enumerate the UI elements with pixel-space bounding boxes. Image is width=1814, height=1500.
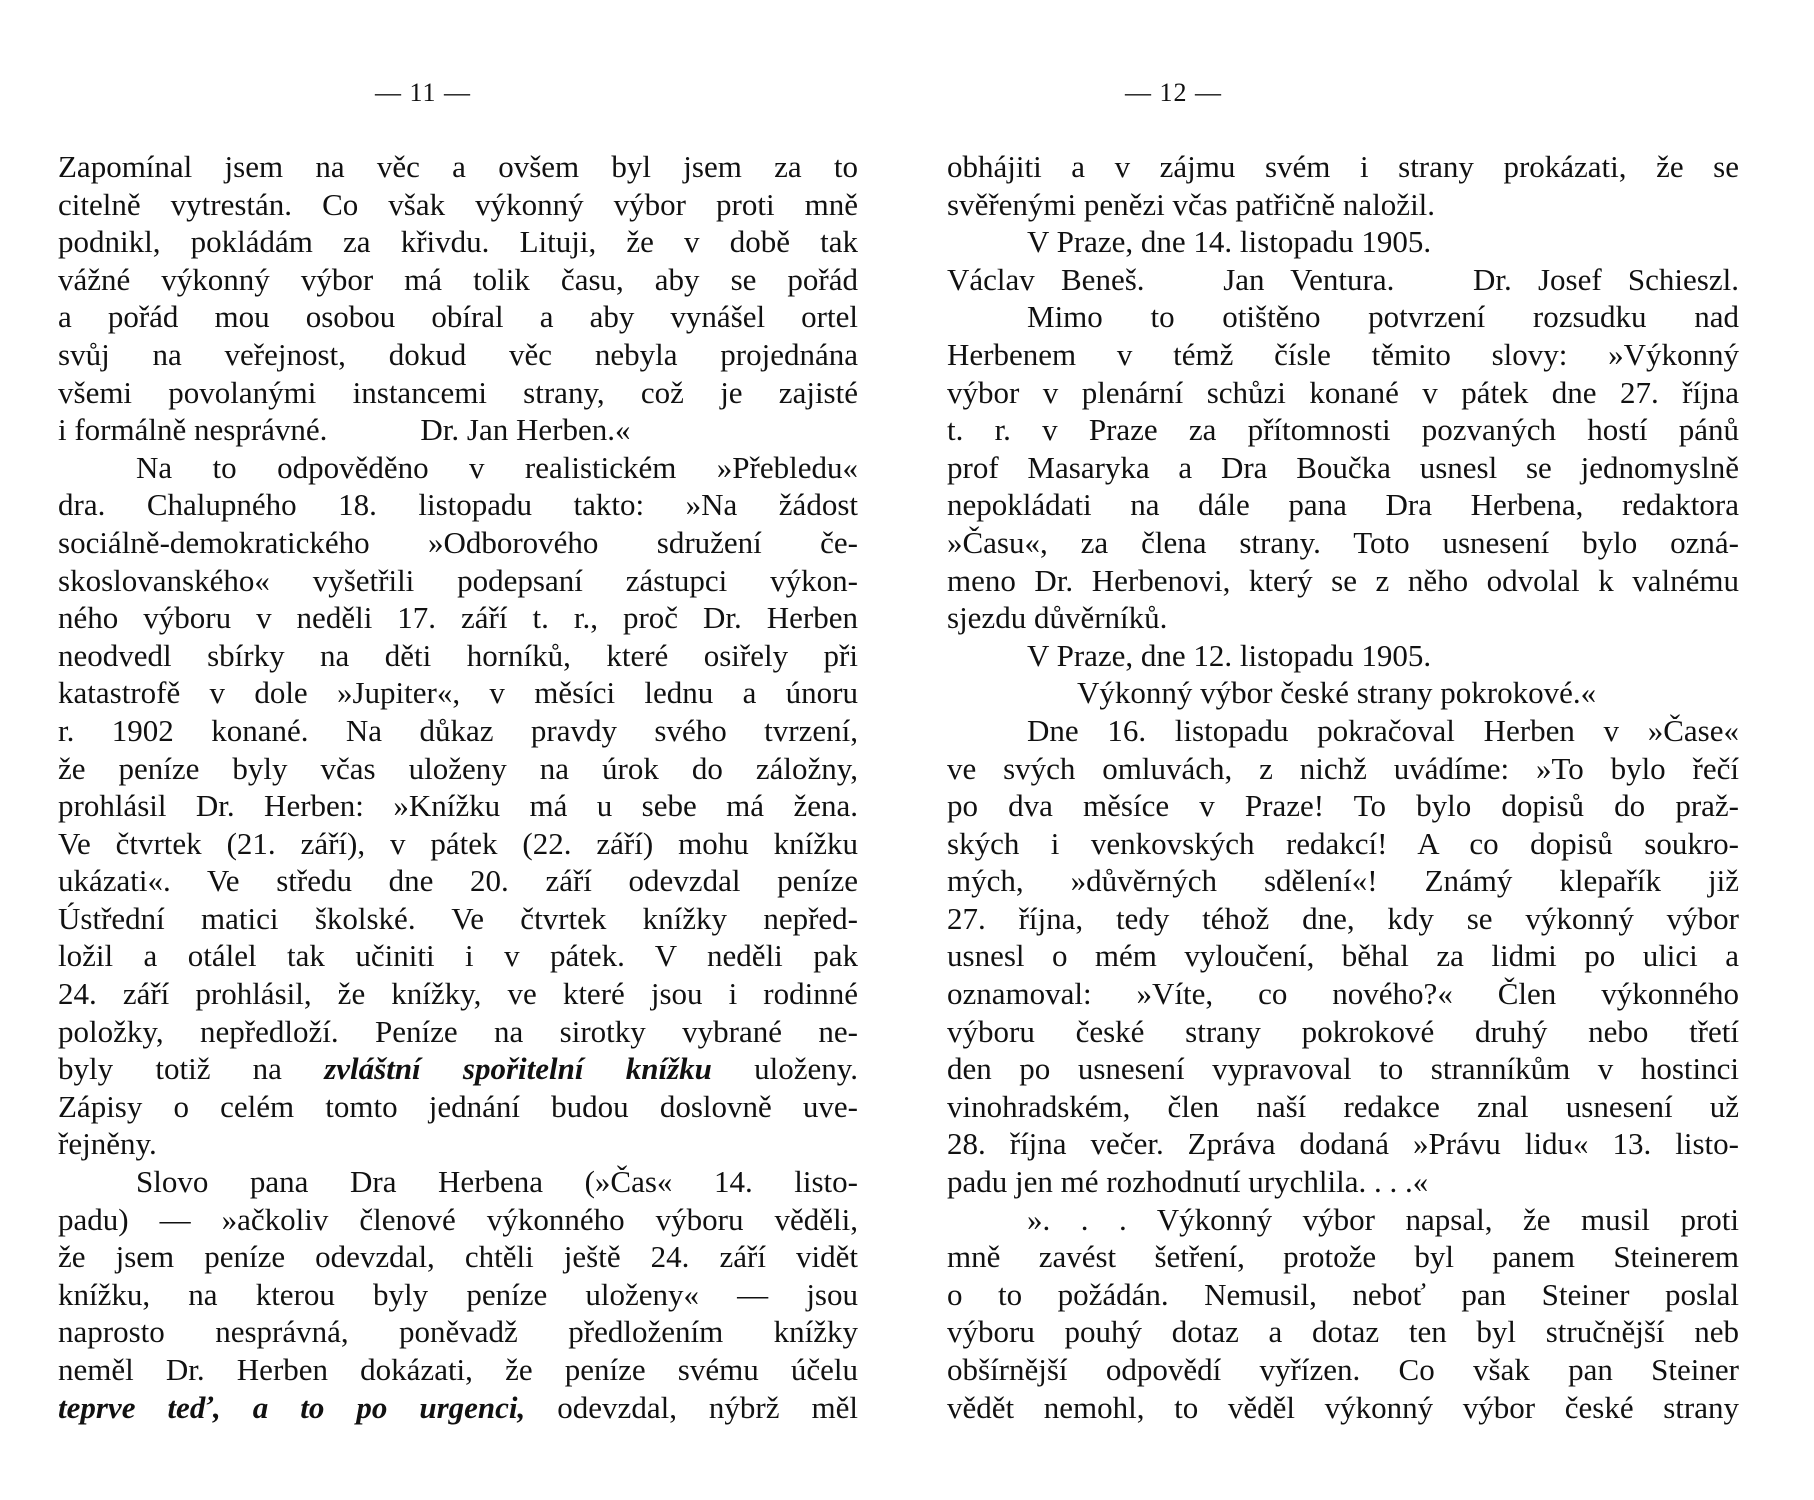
emphasized-text: zvláštní spořitelní knížku <box>324 1051 712 1087</box>
text-line: Na to odpověděno v realistickém »Přebledu« <box>136 449 858 485</box>
text-line-mixed <box>58 1389 858 1427</box>
text-line: vědět nemohl, to věděl výkonný výbor české strany <box>947 1389 1739 1425</box>
text-line: Ve čtvrtek (21. září), v pátek (22. září) mohu knížku <box>58 825 858 861</box>
left-page-text <box>58 148 858 1426</box>
text-line: citelně vytrestán. Co však výkonný výbor proti mně <box>58 186 858 222</box>
text-line: mých, »důvěrných sdělení«! Známý klepařík již <box>947 863 1739 899</box>
page-number-left: — 11 — <box>375 78 472 107</box>
text-line: 27. října, tedy téhož dne, kdy se výkonný výbor <box>947 900 1739 936</box>
text-line: svůj na veřejnost, dokud věc nebyla projednána <box>58 336 858 372</box>
text-line: sjezdu důvěrníků. <box>947 600 1168 636</box>
text-segment: odevzdal, nýbrž měl <box>557 1389 858 1425</box>
text-line: nepokládati na dále pana Dra Herbena, redaktora <box>947 487 1739 523</box>
text-line-signature: Výkonný výbor české strany pokrokové.« <box>1077 675 1597 711</box>
text-line: ve svých omluvách, z nichž uvádíme: »To bylo řečí <box>947 750 1739 786</box>
text-line: t. r. v Praze za přítomnosti pozvaných hostí pánů <box>947 412 1739 448</box>
text-line: obhájiti a v zájmu svém i strany prokázati, že se <box>947 149 1739 184</box>
text-line: všemi povolanými instancemi strany, což je zajisté <box>58 374 858 410</box>
text-line: výboru české strany pokrokové druhý nebo třetí <box>947 1013 1739 1049</box>
text-line: meno Dr. Herbenovi, který se z něho odvolal k valnému <box>947 562 1739 598</box>
text-line: ukázati«. Ve středu dne 20. září odevzdal peníze <box>58 863 858 899</box>
text-line: prof Masaryka a Dra Boučka usnesl se jednomyslně <box>947 449 1739 485</box>
text-line: podnikl, pokládám za křivdu. Lituji, že v době tak <box>58 224 858 260</box>
text-line: katastrofě v dole »Jupiter«, v měsíci lednu a únoru <box>58 675 858 711</box>
text-line: skoslovanského« vyšetřili podepsaní zástupci výkon- <box>58 562 858 598</box>
text-line: neměl Dr. Herben dokázati, že peníze svému účelu <box>58 1352 858 1387</box>
page-number-right: — 12 — <box>1125 78 1222 107</box>
text-line: ného výboru v neděli 17. září t. r., proč Dr. Herben <box>58 600 858 636</box>
text-line: V Praze, dne 12. listopadu 1905. <box>1027 637 1432 673</box>
text-line: o to požádán. Nemusil, neboť pan Steiner poslal <box>947 1276 1739 1312</box>
text-line: Mimo to otištěno potvrzení rozsudku nad <box>1027 299 1739 335</box>
text-line: ». . . Výkonný výbor napsal, že musil proti <box>1027 1201 1739 1237</box>
text-line: neodvedl sbírky na děti horníků, které osiřely při <box>58 637 858 673</box>
text-line: Ústřední matici školské. Ve čtvrtek knížky nepřed- <box>58 900 858 936</box>
text-line: Zapomínal jsem na věc a ovšem byl jsem za to <box>58 149 858 184</box>
text-segment: byly totiž na <box>58 1051 282 1087</box>
text-line: oznamoval: »Víte, co nového?« Člen výkonného <box>947 976 1739 1012</box>
text-line: vinohradském, člen naší redakce znal usnesení už <box>947 1088 1739 1124</box>
text-line: vážné výkonný výbor má tolik času, aby se pořád <box>58 261 858 297</box>
text-line: po dva měsíce v Praze! To bylo dopisů do praž- <box>947 788 1739 824</box>
text-line: padu jen mé rozhodnutí urychlila. . . .« <box>947 1164 1429 1200</box>
text-line: usnesl o mém vyloučení, běhal za lidmi po ulici a <box>947 938 1739 974</box>
text-line: dra. Chalupného 18. listopadu takto: »Na žádost <box>58 487 858 523</box>
text-line: Zápisy o celém tomto jednání budou doslovně uve- <box>58 1088 858 1124</box>
text-line: výbor v plenární schůzi konané v pátek dne 27. října <box>947 374 1739 410</box>
text-line: Slovo pana Dra Herbena (»Čas« 14. listo- <box>136 1164 858 1200</box>
text-line: 24. září prohlásil, že knížky, ve které jsou i rodinné <box>58 976 858 1012</box>
text-line: obšírnější odpovědí vyřízen. Co však pan Steiner <box>947 1352 1739 1387</box>
text-line: položky, nepředloží. Peníze na sirotky vybrané ne- <box>58 1013 858 1049</box>
text-line: výboru pouhý dotaz a dotaz ten byl stručnější neb <box>947 1314 1739 1350</box>
text-line: řejněny. <box>58 1126 157 1162</box>
right-page <box>907 0 1814 1500</box>
text-line: ložil a otálel tak učiniti i v pátek. V neděli pak <box>58 938 858 974</box>
text-segment: uloženy. <box>754 1051 859 1087</box>
text-line: že jsem peníze odevzdal, chtěli ještě 24. září vidět <box>58 1239 858 1275</box>
text-line: V Praze, dne 14. listopadu 1905. <box>1027 224 1432 260</box>
text-line: naprosto nesprávná, poněvadž předložením knížky <box>58 1314 858 1350</box>
emphasized-text: teprve teď, a to po urgenci, <box>58 1389 526 1425</box>
text-line: Herbenem v témž čísle těmito slovy: »Výkonný <box>947 336 1739 372</box>
text-line: prohlásil Dr. Herben: »Knížku má u sebe má žena. <box>58 788 858 824</box>
text-line: »Času«, za člena strany. Toto usnesení bylo ozná- <box>947 524 1739 560</box>
text-line: 28. října večer. Zpráva dodaná »Právu lidu« 13. listo- <box>947 1126 1739 1162</box>
text-line-signatories: Václav Beneš. Jan Ventura. Dr. Josef Schieszl. <box>947 261 1739 297</box>
text-line: den po usnesení vypravoval to stranníkům v hostinci <box>947 1051 1739 1087</box>
text-line: mně zavést šetření, protože byl panem Steinerem <box>947 1239 1739 1275</box>
text-line: sociálně-demokratického »Odborového sdružení če- <box>58 524 858 560</box>
text-line: ských i venkovských redakcí! A co dopisů soukro- <box>947 825 1739 861</box>
right-page-text <box>947 148 1739 1426</box>
text-line-signature: i formálně nesprávné. Dr. Jan Herben.« <box>58 412 631 448</box>
text-line-mixed <box>58 1050 858 1088</box>
text-line: padu) — »ačkoliv členové výkonného výboru věděli, <box>58 1201 858 1237</box>
text-line: Dne 16. listopadu pokračoval Herben v »Čase« <box>1027 712 1739 748</box>
text-line: že peníze byly včas uloženy na úrok do záložny, <box>58 750 858 786</box>
text-line: a pořád mou osobou obíral a aby vynášel ortel <box>58 299 858 335</box>
text-line: r. 1902 konané. Na důkaz pravdy svého tvrzení, <box>58 712 858 748</box>
text-line: knížku, na kterou byly peníze uloženy« — jsou <box>58 1276 858 1312</box>
text-line: svěřenými penězi včas patřičně naložil. <box>947 186 1436 222</box>
